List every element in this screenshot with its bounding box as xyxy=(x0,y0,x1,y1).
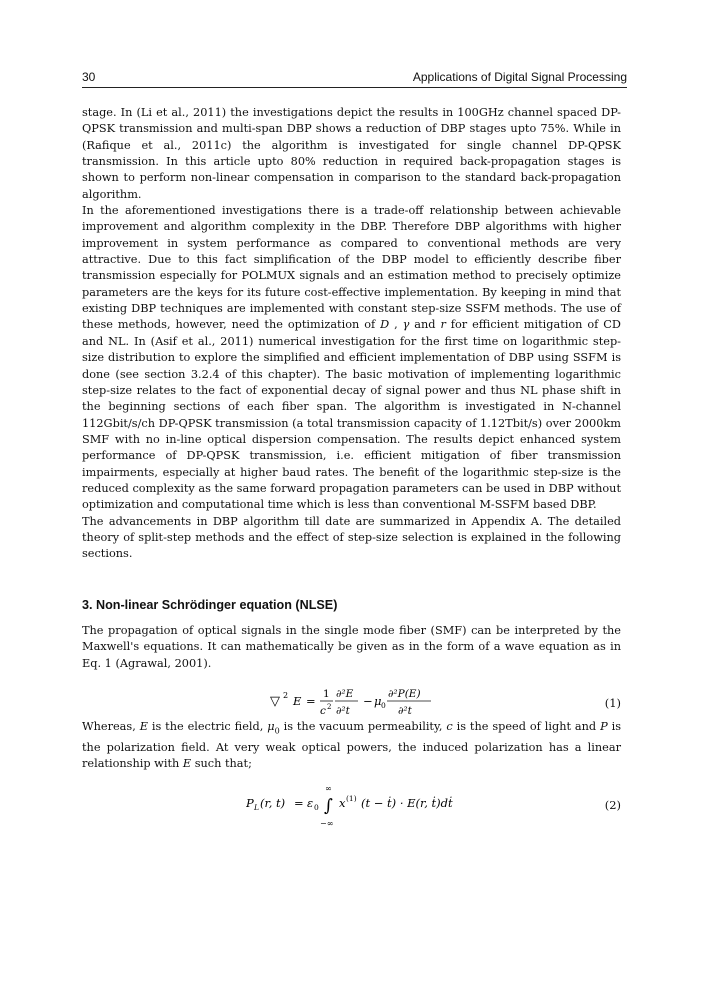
equation-2-number: (2) xyxy=(604,798,621,812)
whereas-part: is the electric field, xyxy=(147,720,268,733)
symbol-comma: , xyxy=(389,318,403,332)
page-number: 30 xyxy=(82,70,96,84)
eq1-nabla-sq: 2 xyxy=(283,691,289,700)
var-E: E xyxy=(139,720,148,733)
whereas-part: such that; xyxy=(191,756,252,770)
eq2-integrand: (t − ṫ) · E(r, ṫ)dṫ xyxy=(361,796,453,810)
page-header xyxy=(82,70,627,86)
eq1-frac2-den: ∂²t xyxy=(336,705,350,717)
eq2-equals: = xyxy=(294,796,304,810)
paragraph-2 xyxy=(82,203,621,514)
eq1-frac1-num: 1 xyxy=(323,688,330,700)
eq2-lower-limit: −∞ xyxy=(320,819,334,828)
section-heading: 3. Non-linear Schrödinger equation (NLSE) xyxy=(82,598,338,612)
whereas-paragraph xyxy=(82,719,621,772)
eq2-epsilon-sub: 0 xyxy=(314,803,319,812)
equation-1-number: (1) xyxy=(604,696,621,710)
body-text xyxy=(82,105,621,563)
eq2-P: P xyxy=(246,796,254,810)
paragraph-3: The advancements in DBP algorithm till date are summarized in Appendix A. The detailed theory of split-step methods and the effect of step-size selection is explained in the following sections. xyxy=(82,514,621,561)
paragraph-2-rest: for efficient mitigation of CD and NL. In (Asif et al., 2011) numerical investigation for the first time on logarithmic step-size distribution to explore the simplified and efficient implementation of DBP using SSFM is done (see section 3.2.4 of this chapter). The basic motivation of implementing logarithmic step-size relates to the fact of exponential decay of signal power and thus NL phase shift in the beginning sections of each fiber span. The algorithm is investigated in N-channel 112Gbit/s/ch DP-QPSK transmission (a total transmission capacity of 1.12Tbit/s) over 2000km SMF with no in-line optical dispersion compensation. The results depict enhanced system performance of DP-QPSK transmission, i.e. efficient mitigation of fiber transmission impairments, especially at higher baud rates. The benefit of the logarithmic step-size is the reduced complexity as the same forward propagation parameters can be used in DBP without optimization and computational time which is less than conventional M-SSFM based DBP. xyxy=(82,318,621,512)
section-intro-text xyxy=(82,623,621,672)
whereas-part: Whereas, xyxy=(82,720,140,733)
eq1-mu-sub: 0 xyxy=(381,701,386,710)
symbol-and: and xyxy=(409,318,441,332)
eq1-frac1-den-c: c xyxy=(320,705,326,717)
equation-2 xyxy=(246,780,496,830)
var-E: E xyxy=(182,756,192,770)
eq2-args: (r, t) xyxy=(260,796,286,810)
eq1-frac2-num: ∂²E xyxy=(336,688,354,700)
eq1-nabla: ▽ xyxy=(270,694,280,709)
eq1-frac3-den: ∂²t xyxy=(398,705,412,717)
equation-1 xyxy=(270,684,440,720)
eq1-minus: − xyxy=(363,694,373,708)
var-c: c xyxy=(446,720,453,733)
paragraph-2-start: In the aforementioned investigations there is a trade-off relationship between achievable improvement and algorithm complexity in the DBP. Therefore DBP algorithms with higher improvement in system performance as compared to conventional methods are very attractive. Due to this fact simplification of the DBP model to efficiently describe fiber transmission especially for POLMUX signals and an estimation method to precisely optimize parameters are the keys for its future cost-effective implementation. By keeping in mind that existing DBP techniques are implemented with constant step-size SSFM methods. The use of these methods, however, need the optimization of xyxy=(82,204,621,332)
paragraph-1: stage. In (Li et al., 2011) the investigations depict the results in 100GHz channel spaced DP-QPSK transmission and multi-span DBP shows a reduction of DBP stages upto 75%. While in (Rafique et al., 2011c) the algorithm is investigated for single channel DP-QPSK transmission. In this article upto 80% reduction in required back-propagation stages is shown to perform non-linear compensation in comparison to the standard back-propagation algorithm. xyxy=(82,106,621,201)
eq2-P-sub: L xyxy=(254,803,259,812)
whereas-text xyxy=(82,719,621,772)
eq2-chi: x xyxy=(339,796,346,810)
eq2-chi-sup: (1) xyxy=(346,794,357,803)
header-rule xyxy=(82,87,627,88)
whereas-part: is the vacuum permeability, xyxy=(279,720,447,733)
var-P: P xyxy=(600,720,608,733)
eq2-epsilon: ε xyxy=(307,796,314,810)
symbol-gamma: γ xyxy=(402,318,410,332)
eq1-frac3-num: ∂²P(E) xyxy=(388,688,421,700)
eq1-E: E xyxy=(293,694,302,708)
running-title: Applications of Digital Signal Processing xyxy=(412,70,627,84)
symbol-D: D xyxy=(380,318,390,332)
eq1-equals: = xyxy=(306,694,316,708)
eq2-upper-limit: ∞ xyxy=(325,784,332,793)
eq1-frac1-den-sq: 2 xyxy=(327,703,332,711)
whereas-part: is the speed of light and xyxy=(452,720,601,733)
eq1-mu: μ xyxy=(374,694,382,708)
whereas-part: is the polarization field. At very weak optical powers, the induced polarization has a linear relationship with xyxy=(82,720,622,770)
symbol-r: r xyxy=(440,318,446,332)
var-mu: μ xyxy=(267,720,275,733)
var-mu-sub: 0 xyxy=(274,726,280,736)
section-intro: The propagation of optical signals in the single mode fiber (SMF) can be interpreted by the Maxwell's equations. It can mathematically be given as in the form of a wave equation as in Eq. 1 (Agrawal, 2001). xyxy=(82,624,621,670)
eq2-integral: ∫ xyxy=(324,796,333,816)
